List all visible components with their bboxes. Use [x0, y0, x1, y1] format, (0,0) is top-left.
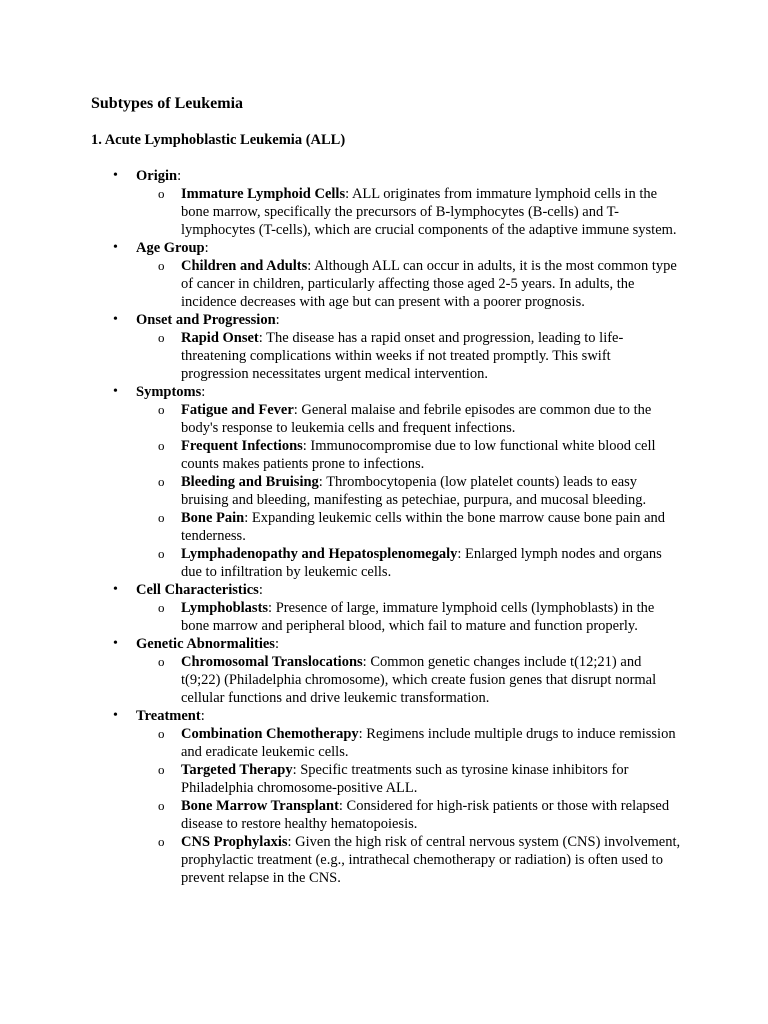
circle-bullet-icon: o	[158, 762, 165, 777]
subitem-text: : Regimens include multiple drugs to induce remission and eradicate leukemic cells.	[181, 726, 676, 760]
circle-bullet-icon: o	[158, 546, 165, 561]
topic-label: Symptoms	[136, 384, 202, 400]
subitem-term: Combination Chemotherapy	[181, 726, 359, 742]
subitem-list	[136, 257, 691, 311]
subitem-term: Immature Lymphoid Cells	[181, 186, 346, 202]
subitem-term: Rapid Onset	[181, 330, 259, 346]
circle-bullet-icon: o	[158, 798, 165, 813]
subitem	[136, 401, 681, 437]
subitem	[136, 509, 681, 545]
subitem-text: : Considered for high-risk patients or those with relapsed disease to restore healthy hematopoiesis.	[181, 798, 670, 832]
topic-label-colon: :	[200, 708, 205, 724]
circle-bullet-icon: o	[158, 402, 165, 417]
circle-bullet-icon: o	[158, 438, 165, 453]
subitem	[136, 797, 681, 833]
topic-list	[91, 167, 691, 887]
subitem	[136, 257, 681, 311]
subitem-term: Lymphoblasts	[181, 600, 269, 616]
subitem-term: Bleeding and Bruising	[181, 474, 319, 490]
topic-item	[91, 167, 691, 239]
subitem-term: Lymphadenopathy and Hepatosplenomegaly	[181, 546, 458, 562]
subitem-list	[136, 185, 691, 239]
topic-item	[91, 581, 691, 635]
topic-item	[91, 635, 691, 707]
subitem-text: : General malaise and febrile episodes are common due to the body's response to leukemia cells and frequent infections.	[181, 402, 652, 436]
topic-label: Genetic Abnormalities	[136, 636, 275, 652]
bullet-icon: •	[113, 384, 118, 399]
subitem-term: Bone Pain	[181, 510, 245, 526]
topic-item	[91, 311, 691, 383]
subitem-term: Chromosomal Translocations	[181, 654, 363, 670]
topic-item	[91, 383, 691, 581]
circle-bullet-icon: o	[158, 834, 165, 849]
subitem	[136, 725, 681, 761]
circle-bullet-icon: o	[158, 474, 165, 489]
subitem-text: : Common genetic changes include t(12;21) and t(9;22) (Philadelphia chromosome), which create fusion genes that disrupt normal cellular functions and drive leukemic transformation.	[181, 654, 657, 706]
topic-label: Origin	[136, 168, 178, 184]
subitem	[136, 185, 681, 239]
subitem	[136, 545, 681, 581]
subitem-list	[136, 653, 691, 707]
document-title: Subtypes of Leukemia	[91, 95, 244, 112]
subitem-text: : Specific treatments such as tyrosine kinase inhibitors for Philadelphia chromosome-positive ALL.	[181, 762, 629, 796]
subitem-term: CNS Prophylaxis	[181, 834, 288, 850]
subitem-text: : The disease has a rapid onset and progression, leading to life-threatening complications within weeks if not treated promptly. This swift progression necessitates urgent medical intervention.	[181, 330, 624, 382]
subitem-text: : Thrombocytopenia (low platelet counts) leads to easy bruising and bleeding, manifesting as petechiae, purpura, and mucosal bleeding.	[181, 474, 647, 508]
circle-bullet-icon: o	[158, 186, 165, 201]
bullet-icon: •	[113, 168, 118, 183]
subitem-term: Children and Adults	[181, 258, 308, 274]
topic-label-colon: :	[274, 636, 279, 652]
topic-label: Treatment	[136, 708, 201, 724]
topic-label-colon: :	[275, 312, 280, 328]
bullet-icon: •	[113, 312, 118, 327]
subitem	[136, 599, 681, 635]
subitem-text: : Given the high risk of central nervous system (CNS) involvement, prophylactic treatment (e.g., intrathecal chemotherapy or radiation) is often used to prevent relapse in the CNS.	[181, 834, 681, 886]
topic-label-colon: :	[201, 384, 206, 400]
subitem	[136, 437, 681, 473]
subitem-term: Bone Marrow Transplant	[181, 798, 339, 814]
subitem	[136, 833, 681, 887]
subitem-term: Targeted Therapy	[181, 762, 293, 778]
subitem	[136, 761, 681, 797]
topic-label: Onset and Progression	[136, 312, 276, 328]
bullet-icon: •	[113, 582, 118, 597]
circle-bullet-icon: o	[158, 654, 165, 669]
subitem-list	[136, 725, 691, 887]
circle-bullet-icon: o	[158, 258, 165, 273]
bullet-icon: •	[113, 708, 118, 723]
topic-label-colon: :	[204, 240, 209, 256]
subitem-text: : ALL originates from immature lymphoid cells in the bone marrow, specifically the precursors of B-lymphocytes (B-cells) and T-lymphocytes (T-cells), which are crucial components of the adaptive immune system.	[181, 186, 677, 238]
subitem	[136, 329, 681, 383]
topic-label-colon: :	[258, 582, 263, 598]
subitem-text: : Immunocompromise due to low functional white blood cell counts makes patients prone to infections.	[181, 438, 656, 472]
subitem-list	[136, 401, 691, 581]
topic-label: Age Group	[136, 240, 205, 256]
circle-bullet-icon: o	[158, 600, 165, 615]
bullet-icon: •	[113, 636, 118, 651]
subitem-text: : Enlarged lymph nodes and organs due to infiltration by leukemic cells.	[181, 546, 662, 580]
topic-item	[91, 239, 691, 311]
bullet-icon: •	[113, 240, 118, 255]
subitem-text: : Expanding leukemic cells within the bone marrow cause bone pain and tenderness.	[181, 510, 666, 544]
topic-label-colon: :	[177, 168, 182, 184]
topic-label: Cell Characteristics	[136, 582, 259, 598]
subitem-text: : Presence of large, immature lymphoid cells (lymphoblasts) in the bone marrow and peripheral blood, which fail to mature and function properly.	[181, 600, 655, 634]
subitem-term: Frequent Infections	[181, 438, 303, 454]
subitem-term: Fatigue and Fever	[181, 402, 294, 418]
subitem-list	[136, 329, 691, 383]
circle-bullet-icon: o	[158, 726, 165, 741]
document-page	[91, 91, 691, 886]
subitem-list	[136, 599, 691, 635]
section-heading: 1. Acute Lymphoblastic Leukemia (ALL)	[91, 132, 346, 148]
subitem-text: : Although ALL can occur in adults, it is the most common type of cancer in children, particularly affecting those aged 2-5 years. In adults, the incidence decreases with age but can present with a poorer prognosis.	[181, 258, 677, 310]
circle-bullet-icon: o	[158, 330, 165, 345]
subitem	[136, 473, 681, 509]
subitem	[136, 653, 681, 707]
topic-item	[91, 707, 691, 887]
circle-bullet-icon: o	[158, 510, 165, 525]
